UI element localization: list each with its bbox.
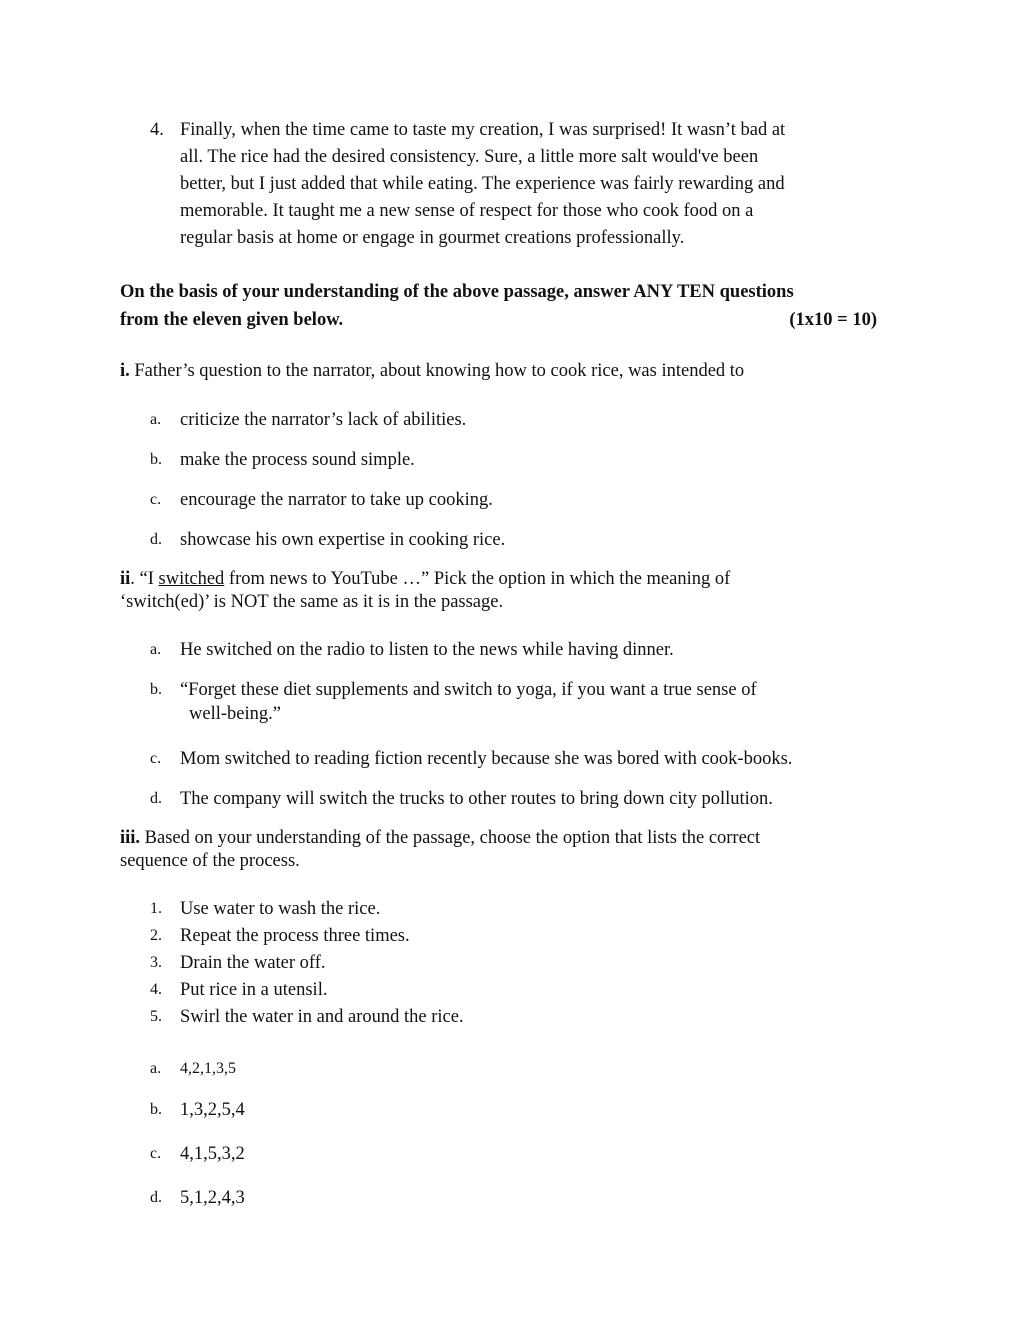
question-text-post: from news to YouTube …” Pick the option in which the meaning of	[224, 569, 731, 589]
step-number: 2.	[150, 927, 162, 944]
option-text: 1,3,2,5,4	[180, 1100, 245, 1120]
step-number: 3.	[150, 954, 162, 971]
option-2d	[150, 787, 895, 811]
option-text: Mom switched to reading fiction recently because she was bored with cook-books.	[180, 749, 793, 769]
paragraph-line: better, but I just added that while eating. The experience was fairly rewarding and	[180, 174, 785, 194]
paragraph-number: 4.	[150, 120, 164, 140]
question-number: ii	[120, 569, 131, 589]
option-3c	[150, 1142, 895, 1166]
option-letter: a.	[150, 641, 162, 658]
question-number: i.	[120, 361, 130, 381]
step-text: Put rice in a utensil.	[180, 980, 328, 1000]
option-letter: a.	[150, 1060, 162, 1077]
paragraph-line: memorable. It taught me a new sense of respect for those who cook food on a	[180, 201, 754, 221]
option-2b	[150, 678, 895, 726]
option-text: “Forget these diet supplements and switch to yoga, if you want a true sense of	[180, 680, 757, 700]
paragraph-line: all. The rice had the desired consistency. Sure, a little more salt would've been	[180, 147, 759, 167]
step-number: 5.	[150, 1008, 162, 1025]
question-text-line-2: sequence of the process.	[120, 851, 300, 871]
option-letter: d.	[150, 790, 162, 807]
option-text: showcase his own expertise in cooking rice.	[180, 530, 506, 550]
question-text-line-2: ‘switch(ed)’ is NOT the same as it is in the passage.	[120, 592, 504, 612]
option-2a	[150, 638, 895, 662]
section-instruction	[120, 278, 900, 334]
option-2c	[150, 747, 895, 771]
option-letter: b.	[150, 681, 162, 698]
option-text: The company will switch the trucks to other routes to bring down city pollution.	[180, 789, 773, 809]
option-text: 4,1,5,3,2	[180, 1144, 245, 1164]
sequence-step-1	[150, 897, 850, 921]
passage-paragraph-4	[150, 117, 890, 252]
option-3b	[150, 1098, 895, 1122]
option-letter: d.	[150, 1189, 162, 1206]
question-3	[120, 827, 890, 873]
option-text: criticize the narrator’s lack of abilities.	[180, 410, 467, 430]
option-1b	[150, 448, 895, 472]
step-text: Repeat the process three times.	[180, 926, 410, 946]
option-3d	[150, 1186, 895, 1210]
option-1c	[150, 488, 895, 512]
sequence-step-5	[150, 1005, 850, 1029]
option-letter: c.	[150, 1145, 162, 1162]
question-number: iii.	[120, 828, 141, 848]
option-text: encourage the narrator to take up cooking.	[180, 490, 493, 510]
question-1	[120, 360, 890, 383]
option-text: He switched on the radio to listen to the news while having dinner.	[180, 640, 674, 660]
option-text-continued: well-being.”	[189, 704, 281, 724]
step-text: Swirl the water in and around the rice.	[180, 1007, 464, 1027]
option-letter: a.	[150, 411, 162, 428]
instruction-line-1: On the basis of your understanding of the above passage, answer ANY TEN questions	[120, 282, 794, 302]
option-text: 4,2,1,3,5	[180, 1060, 236, 1077]
option-letter: c.	[150, 491, 162, 508]
option-1d	[150, 528, 895, 552]
sequence-step-3	[150, 951, 850, 975]
option-text: 5,1,2,4,3	[180, 1188, 245, 1208]
step-number: 1.	[150, 900, 162, 917]
question-2	[120, 568, 890, 614]
sequence-step-2	[150, 924, 850, 948]
step-number: 4.	[150, 981, 162, 998]
option-letter: b.	[150, 451, 162, 468]
question-text: Based on your understanding of the passage, choose the option that lists the correct	[140, 828, 761, 848]
question-text-pre: . “I	[130, 569, 159, 589]
step-text: Use water to wash the rice.	[180, 899, 381, 919]
step-text: Drain the water off.	[180, 953, 326, 973]
option-letter: c.	[150, 750, 162, 767]
option-1a	[150, 408, 895, 432]
paragraph-line: Finally, when the time came to taste my creation, I was surprised! It wasn’t bad at	[180, 120, 786, 140]
option-letter: b.	[150, 1101, 162, 1118]
instruction-line-2: from the eleven given below.	[120, 310, 344, 330]
underlined-word: switched	[158, 569, 225, 589]
sequence-step-4	[150, 978, 850, 1002]
option-text: make the process sound simple.	[180, 450, 415, 470]
option-letter: d.	[150, 531, 162, 548]
option-3a	[150, 1057, 895, 1081]
marks-allocation: (1x10 = 10)	[789, 310, 877, 330]
question-text: Father’s question to the narrator, about knowing how to cook rice, was intended to	[129, 361, 745, 381]
paragraph-line: regular basis at home or engage in gourmet creations professionally.	[180, 228, 685, 248]
